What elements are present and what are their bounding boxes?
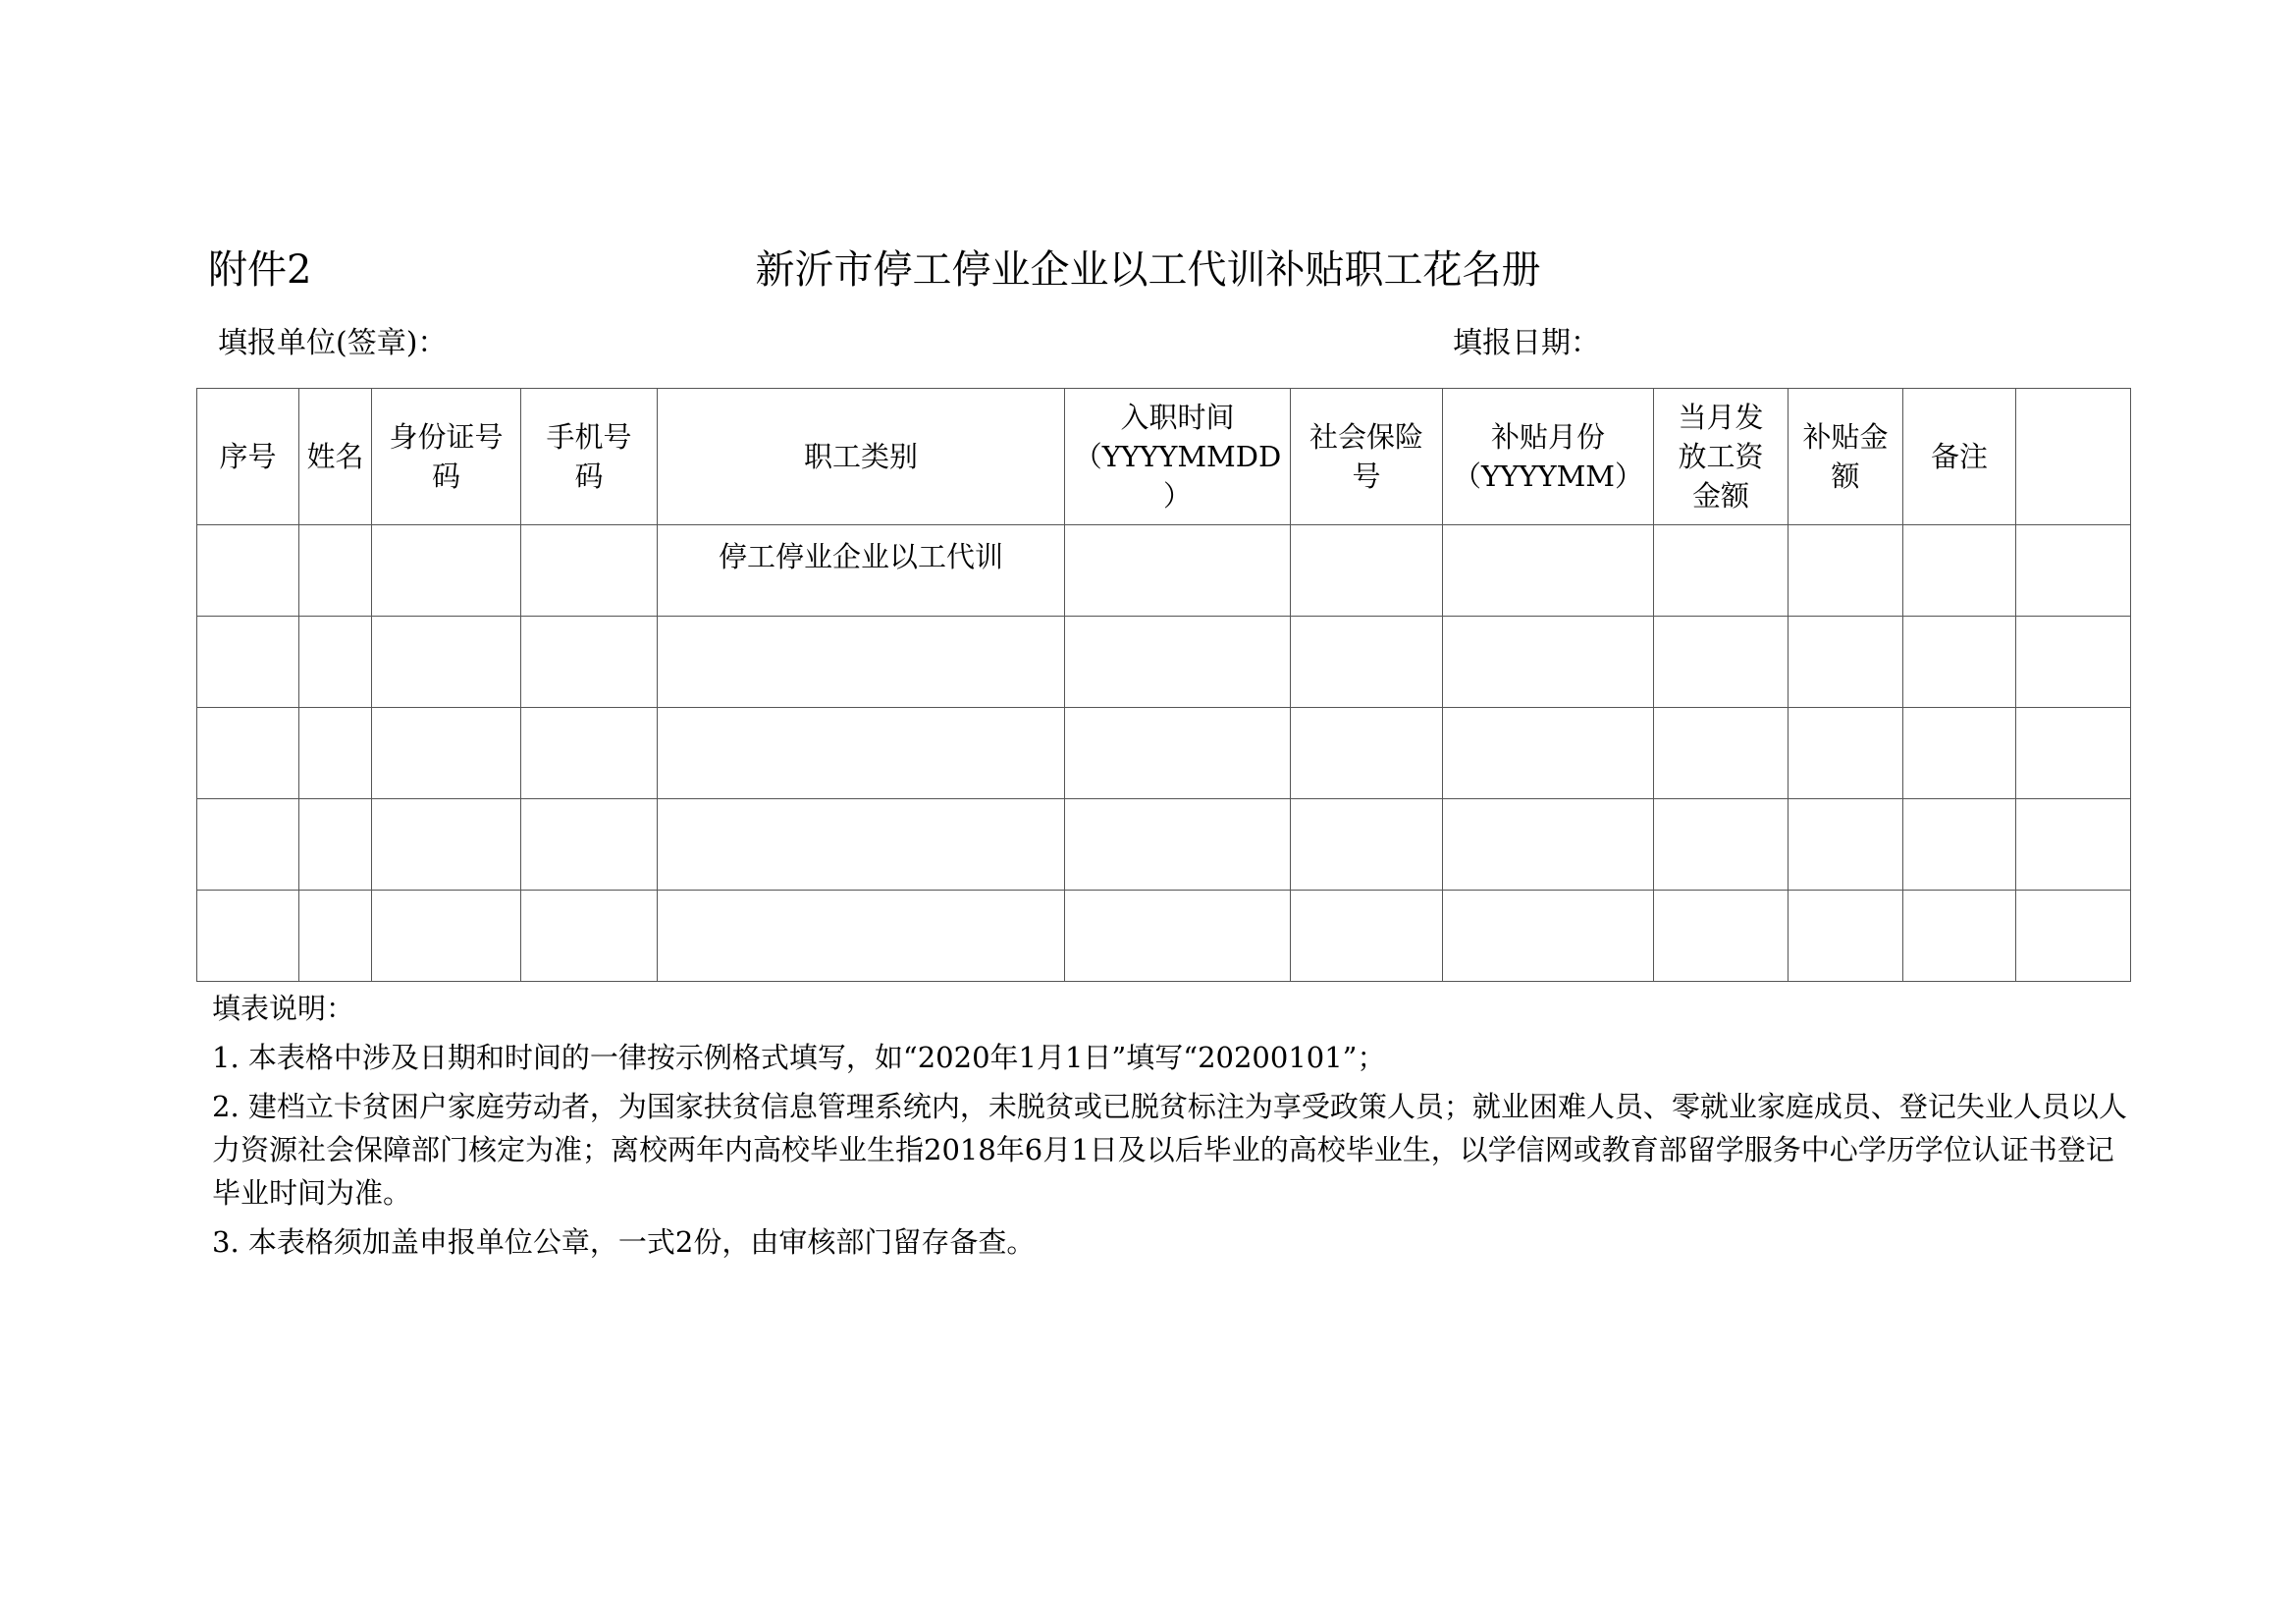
table-cell[interactable] — [521, 525, 658, 617]
table-cell[interactable] — [1291, 617, 1443, 708]
table-cell[interactable] — [658, 891, 1065, 982]
attachment-label: 附件2 — [208, 247, 312, 293]
col-header-subsidy-month — [1443, 389, 1654, 525]
col-header-subsidy-amount — [1789, 389, 1903, 525]
table-cell[interactable] — [1065, 799, 1291, 891]
col-header-hire-date — [1065, 389, 1291, 525]
col-header-label: 姓名 — [306, 440, 364, 473]
table-cell[interactable] — [2016, 525, 2131, 617]
table-header-row — [197, 389, 2131, 525]
table-cell[interactable] — [1443, 891, 1654, 982]
table-cell[interactable] — [197, 891, 299, 982]
table-cell[interactable] — [1903, 708, 2016, 799]
table-cell[interactable] — [1654, 708, 1789, 799]
col-header-label: 当月发 放工资 金额 — [1678, 401, 1764, 513]
col-header-label: 补贴金 额 — [1802, 420, 1889, 493]
table-cell[interactable] — [658, 799, 1065, 891]
table-cell[interactable] — [2016, 891, 2131, 982]
table-cell[interactable] — [658, 708, 1065, 799]
table-cell[interactable] — [1065, 891, 1291, 982]
col-header-remarks — [1903, 389, 2016, 525]
table-cell[interactable] — [1789, 525, 1903, 617]
col-header-label: 社会保险 号 — [1308, 420, 1423, 493]
table-cell[interactable] — [521, 799, 658, 891]
col-header-id-number — [372, 389, 521, 525]
table-cell[interactable] — [2016, 708, 2131, 799]
table-cell[interactable] — [372, 525, 521, 617]
table-cell[interactable] — [1789, 617, 1903, 708]
table-cell[interactable] — [372, 708, 521, 799]
col-header-wage-amount — [1654, 389, 1789, 525]
table-cell[interactable] — [1654, 525, 1789, 617]
table-cell[interactable] — [2016, 617, 2131, 708]
table-cell[interactable] — [1065, 525, 1291, 617]
col-header-blank — [2016, 389, 2131, 525]
table-cell[interactable] — [521, 617, 658, 708]
col-header-name — [299, 389, 372, 525]
col-header-category — [658, 389, 1065, 525]
table-row — [197, 708, 2131, 799]
table-cell[interactable] — [1291, 525, 1443, 617]
table-cell[interactable] — [372, 799, 521, 891]
table-cell[interactable] — [1903, 799, 2016, 891]
table-cell[interactable] — [1903, 525, 2016, 617]
page-title: 新沂市停工停业企业以工代训补贴职工花名册 — [755, 247, 1541, 293]
col-header-label: 补贴月份 （YYYYMM） — [1453, 420, 1643, 493]
table-cell[interactable] — [197, 617, 299, 708]
table-cell[interactable] — [1443, 799, 1654, 891]
notes-heading: 填表说明： — [212, 992, 355, 1025]
table-cell[interactable] — [299, 617, 372, 708]
table-cell[interactable] — [372, 891, 521, 982]
table-cell[interactable] — [1903, 891, 2016, 982]
cell-value: 停工停业企业以工代训 — [718, 540, 1003, 573]
table-cell[interactable] — [1789, 891, 1903, 982]
table-cell[interactable] — [299, 891, 372, 982]
col-header-seq — [197, 389, 299, 525]
table-cell[interactable] — [658, 617, 1065, 708]
table-cell[interactable] — [299, 708, 372, 799]
table-cell[interactable] — [1291, 708, 1443, 799]
table-cell[interactable] — [197, 525, 299, 617]
table-cell[interactable] — [299, 799, 372, 891]
table-cell[interactable] — [1903, 617, 2016, 708]
table-cell[interactable] — [1654, 617, 1789, 708]
col-header-label: 职工类别 — [803, 440, 918, 473]
table-cell[interactable] — [1654, 891, 1789, 982]
col-header-label: 备注 — [1930, 440, 1988, 473]
table-cell[interactable] — [1443, 525, 1654, 617]
table-cell[interactable] — [197, 799, 299, 891]
col-header-label: 身份证号 码 — [389, 420, 504, 493]
note-item: 2. 建档立卡贫困户家庭劳动者，为国家扶贫信息管理系统内，未脱贫或已脱贫标注为享受政策人员；就业困难人员、零就业家庭成员、登记失业人员以人力资源社会保障部门核定为准；离校两年内高校毕业生指2018年6月1日及以后毕业的高校毕业生，以学信网或教育部留学服务中心学历学位认证书登记毕业时间为准。 — [212, 1090, 2127, 1210]
employee-roster-table — [196, 388, 2131, 982]
table-cell[interactable] — [299, 525, 372, 617]
table-row — [197, 891, 2131, 982]
table-row — [197, 799, 2131, 891]
table-cell[interactable] — [1443, 708, 1654, 799]
col-header-label: 序号 — [219, 440, 277, 473]
table-cell[interactable] — [658, 525, 1065, 617]
table-cell[interactable] — [2016, 799, 2131, 891]
table-cell[interactable] — [1789, 799, 1903, 891]
note-item: 3. 本表格须加盖申报单位公章，一式2份，由审核部门留存备查。 — [212, 1225, 1036, 1259]
table-cell[interactable] — [521, 708, 658, 799]
table-cell[interactable] — [1065, 617, 1291, 708]
table-row — [197, 525, 2131, 617]
col-header-phone — [521, 389, 658, 525]
reporting-unit-label: 填报单位(签章)： — [218, 326, 448, 360]
table-cell[interactable] — [1291, 799, 1443, 891]
reporting-date-label: 填报日期： — [1453, 326, 1600, 360]
table-cell[interactable] — [1065, 708, 1291, 799]
table-cell[interactable] — [197, 708, 299, 799]
table-cell[interactable] — [521, 891, 658, 982]
filling-instructions — [212, 987, 2136, 1270]
table-cell[interactable] — [1443, 617, 1654, 708]
table-cell[interactable] — [1789, 708, 1903, 799]
table-cell[interactable] — [1654, 799, 1789, 891]
col-header-label: 手机号 码 — [546, 420, 632, 493]
table-cell[interactable] — [372, 617, 521, 708]
table-cell[interactable] — [1291, 891, 1443, 982]
table-row — [197, 617, 2131, 708]
col-header-social-insurance — [1291, 389, 1443, 525]
note-item: 1. 本表格中涉及日期和时间的一律按示例格式填写，如“2020年1月1日”填写“20200101”； — [212, 1041, 1386, 1074]
col-header-label: 入职时间 （YYYYMMDD ） — [1073, 401, 1282, 513]
